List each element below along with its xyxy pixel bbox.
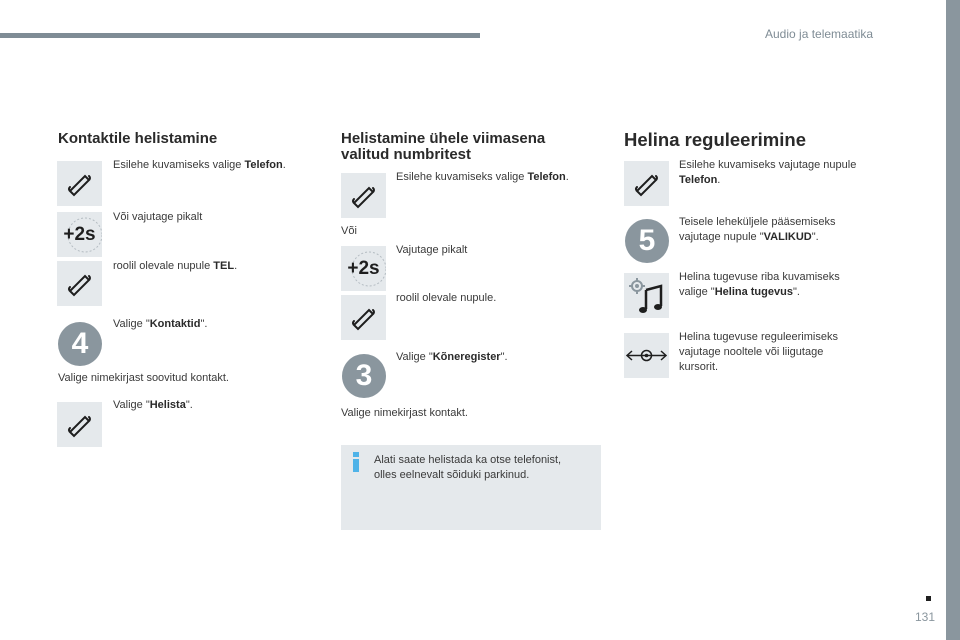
col2-step4: Valige "Kõneregister". [396, 351, 508, 363]
col1-step2: Või vajutage pikalt [113, 211, 203, 223]
long-press-icon [341, 246, 386, 291]
phone-icon [57, 402, 102, 447]
page-number: 131 [915, 610, 936, 624]
step-number-badge: 3 [342, 354, 386, 398]
phone-icon [57, 261, 102, 306]
long-press-label: +2s [63, 224, 96, 245]
phone-icon [624, 161, 669, 206]
col2-heading-line2: valitud numbritest [341, 146, 472, 163]
col3-step3: Helina tugevuse riba kuvamiseks valige "Helina tugevus". [679, 271, 840, 298]
col2-heading-line1: Helistamine ühele viimasena [341, 130, 546, 147]
col3-step2-line: Teisele leheküljele pääsemiseks [679, 216, 836, 228]
slider-icon [624, 333, 669, 378]
col2-step3: roolil olevale nupule. [396, 292, 497, 304]
settings-music-icon [624, 273, 669, 318]
col3-step2: Teisele leheküljele pääsemiseks vajutage nupule "VALIKUD". [679, 216, 836, 243]
step-number-badge: 4 [58, 322, 102, 366]
phone-icon [57, 161, 102, 206]
col2-or: Või [341, 225, 357, 237]
side-strip [946, 0, 960, 640]
info-line: olles eelnevalt sõiduki parkinud. [374, 469, 530, 481]
col3-step1: Esilehe kuvamiseks vajutage nupule Telefon. [679, 159, 857, 186]
info-icon [351, 452, 361, 472]
long-press-label: +2s [347, 258, 380, 279]
phone-icon [341, 173, 386, 218]
section-title: Audio ja telemaatika [765, 27, 874, 41]
col2-step2: Vajutage pikalt [396, 244, 468, 256]
phone-icon [341, 295, 386, 340]
col1-step4: Valige "Kontaktid". [113, 318, 208, 330]
info-text [374, 453, 594, 483]
col2-step1: Esilehe kuvamiseks valige Telefon. [396, 171, 569, 183]
header-bar [0, 33, 480, 38]
info-line: Alati saate helistada ka otse telefonist, [374, 454, 562, 466]
col3-step3-line: Helina tugevuse riba kuvamiseks [679, 271, 840, 283]
col3-step4-line: Helina tugevuse reguleerimiseks [679, 331, 838, 343]
col2-heading [341, 131, 545, 163]
step-number-badge: 5 [625, 219, 669, 263]
col1-step6: Valige "Helista". [113, 399, 193, 411]
col1-heading: Kontaktile helistamine [58, 130, 218, 147]
page-marker [926, 596, 931, 601]
col3-step4-line: vajutage nooltele või liigutage [679, 346, 824, 358]
col2-step5: Valige nimekirjast kontakt. [341, 407, 468, 419]
col3-step1-line: Esilehe kuvamiseks vajutage nupule [679, 159, 857, 171]
col1-step3: roolil olevale nupule TEL. [113, 260, 238, 272]
long-press-icon [57, 212, 102, 257]
col3-heading: Helina reguleerimine [624, 129, 806, 150]
col1-step5: Valige nimekirjast soovitud kontakt. [58, 372, 229, 384]
col3-step4-line: kursorit. [679, 361, 719, 373]
col3-step4 [679, 330, 838, 375]
col1-step1: Esilehe kuvamiseks valige Telefon. [113, 159, 286, 171]
